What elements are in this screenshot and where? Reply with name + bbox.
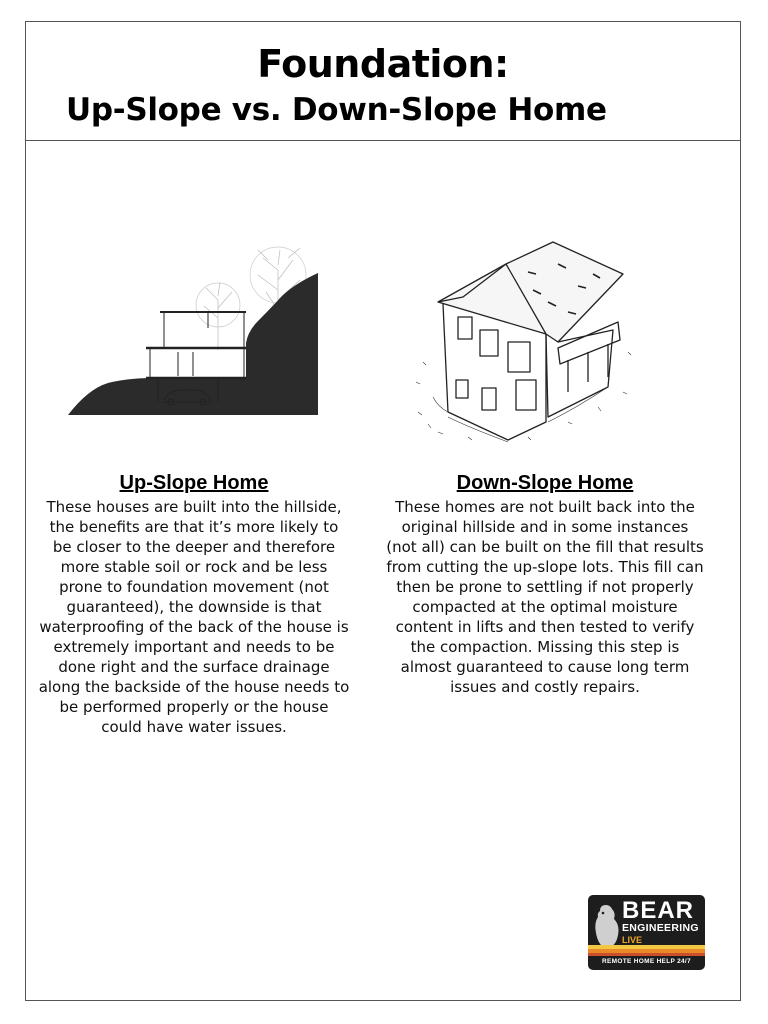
up-slope-column (38, 472, 350, 737)
up-slope-description: These houses are built into the hillside, the benefits are that it’s more likely to be closer to the deeper and therefore more stable soil or rock and be less prone to foundation movement (not guaranteed), the downside is that waterproofing of the back of the house is extremely important and needs to be done right and the surface drainage along the backside of the house needs to be performed properly or the house could have water issues. (38, 498, 350, 736)
logo-tagline: REMOTE HOME HELP 24/7 (602, 958, 691, 965)
down-slope-heading: Down-Slope Home (456, 472, 634, 494)
bear-engineering-logo (588, 895, 705, 970)
page-title: Foundation: (257, 42, 509, 86)
bear-silhouette-icon (592, 901, 622, 951)
down-slope-house-illustration (408, 212, 638, 447)
up-slope-house-illustration (68, 230, 318, 415)
logo-engineering-text: ENGINEERING (622, 922, 699, 934)
hillside-terrain (68, 273, 318, 415)
logo-stripe-red (588, 953, 705, 956)
page-subtitle: Up-Slope vs. Down-Slope Home (66, 92, 607, 128)
title-header (26, 22, 740, 141)
up-slope-heading: Up-Slope Home (119, 472, 269, 494)
logo-live-text: LIVE (622, 935, 643, 945)
down-slope-column (385, 472, 705, 697)
logo-bear-text: BEAR (622, 897, 695, 924)
house-roof (438, 242, 623, 342)
down-slope-description: These homes are not built back into the original hillside and in some instances (not all) can be built on the fill that results from cutting the up-slope lots. This fill can then be prone to settling if not properly compacted at the optimal moisture content in lifts and then tested to verify the compaction. Missing this step is almost guaranteed to cause long term issues and costly repairs. (386, 498, 704, 696)
